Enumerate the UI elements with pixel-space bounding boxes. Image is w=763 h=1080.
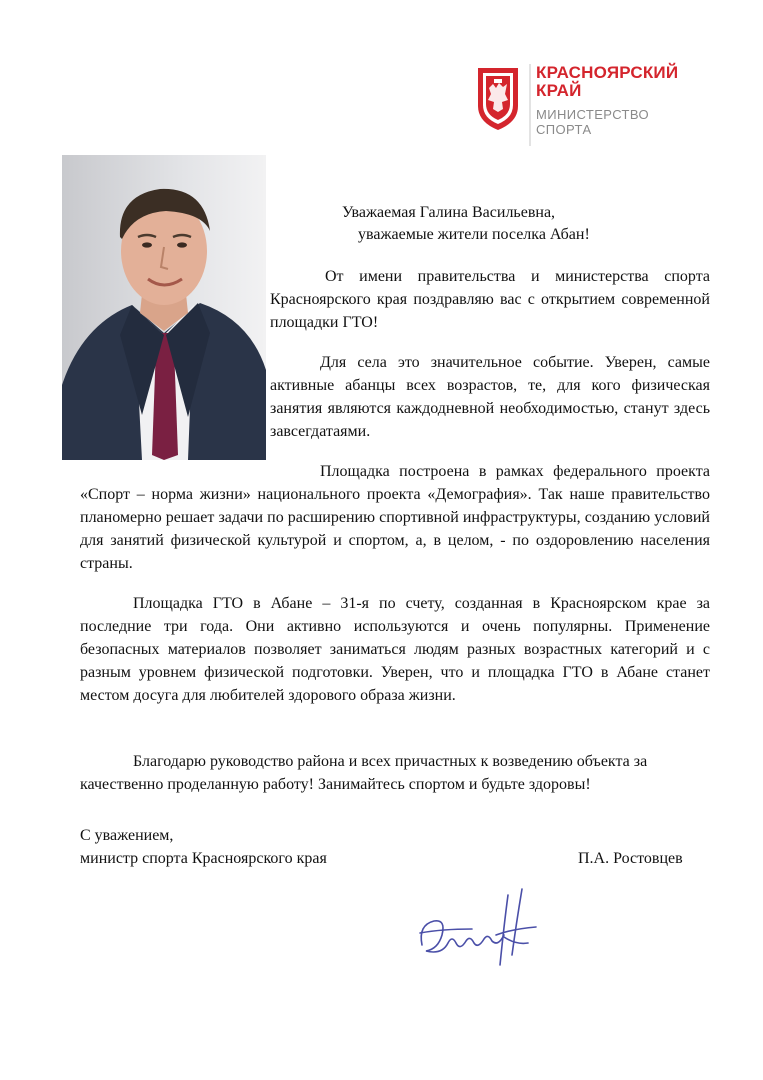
handwritten-signature-icon <box>412 885 542 980</box>
paragraph-1: От имени правительства и министерства спорта Красноярского края поздравляю вас с открытием современной площадки ГТО! <box>270 268 710 331</box>
portrait-photo <box>62 155 266 460</box>
closing <box>80 824 327 870</box>
closing-regards: С уважением, <box>80 827 174 844</box>
logo-region-line2: КРАЙ <box>536 81 582 100</box>
coat-of-arms-icon <box>474 64 522 132</box>
signer-position: министр спорта Красноярского края <box>80 850 327 867</box>
greeting <box>270 202 650 246</box>
signer-name: П.А. Ростовцев <box>578 850 683 867</box>
paragraph-5: Благодарю руководство района и всех причастных к возведению объекта за качественно проделанную работу! Занимайтесь спортом и будьте здоровы! <box>80 753 648 793</box>
greeting-line1: Уважаемая Галина Васильевна, <box>342 204 556 221</box>
logo-divider <box>529 64 531 146</box>
paragraph-4: Площадка ГТО в Абане – 31-я по счету, созданная в Красноярском крае за последние три года. Они активно используются и очень популярны. Применение безопасных материалов позволяет заниматься людям разных возрастных категорий и с разным уровнем физической подготовки. Уверен, что и площадка ГТО в Абане станет местом досуга для любителей здорового образа жизни. <box>80 595 710 704</box>
paragraph-2: Для села это значительное событие. Уверен, самые активные абанцы всех возрастов, те, для кого физическая занятия являются каждодневной необходимостью, станут здесь завсегдатаями. <box>270 354 710 440</box>
greeting-line2: уважаемые жители поселка Абан! <box>358 226 590 243</box>
ministry-logo <box>474 62 704 146</box>
logo-region-line1: КРАСНОЯРСКИЙ <box>536 63 679 82</box>
paragraph-3: Площадка построена в рамках федерального проекта «Спорт – норма жизни» национального проекта «Демография». Так наше правительство планомерно решает задачи по расширению спортивной инфраструктуры, созданию условий для занятий физической культурой и спортом, а, в целом, - по оздоровлению населения страны. <box>80 463 710 572</box>
logo-ministry-line2: СПОРТА <box>536 122 592 137</box>
logo-text <box>536 64 678 137</box>
logo-ministry-line1: МИНИСТЕРСТВО <box>536 107 650 122</box>
